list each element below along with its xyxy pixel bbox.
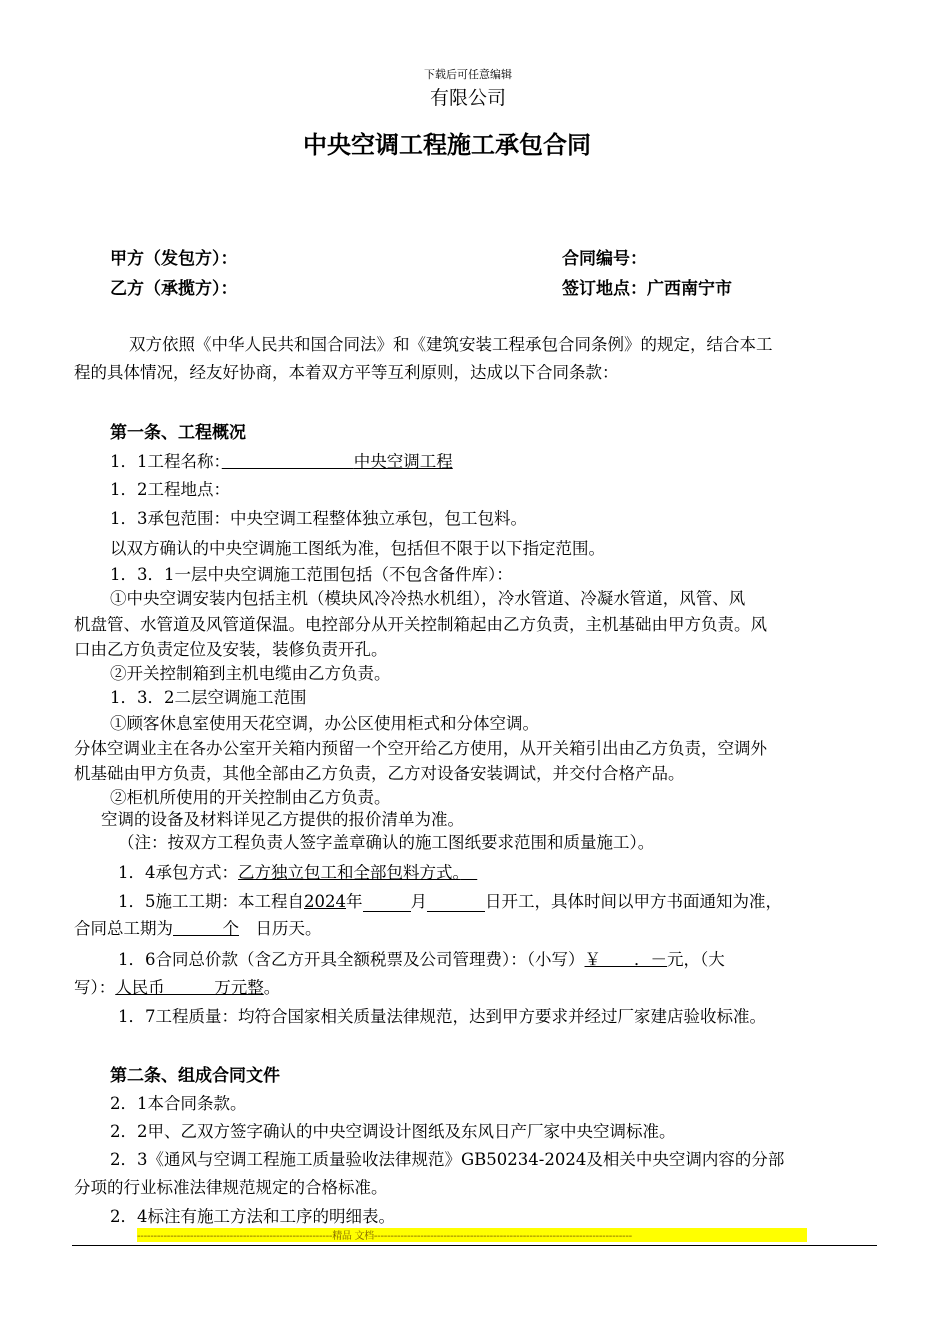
floor2-item-1-line-3: 机基础由甲方负责，其他全部由乙方负责，乙方对设备安装调试，并交付合格产品。 bbox=[74, 764, 685, 783]
party-b-label: 乙方（承揽方）： bbox=[110, 279, 238, 299]
item-1-5-duration: 合同总工期为 个 日历天。 bbox=[74, 919, 322, 938]
item-1-7: 1．7工程质量：均符合国家相关质量法律规范，达到甲方要求并经过厂家建店验收标准。 bbox=[118, 1007, 766, 1026]
section-2-heading: 第二条、组成合同文件 bbox=[110, 1066, 280, 1086]
contract-method-field: 乙方独立包工和全部包料方式。 bbox=[238, 863, 461, 882]
item-2-4: 2．4标注有施工方法和工序的明细表。 bbox=[110, 1207, 395, 1226]
intro-line-1: 双方依照《中华人民共和国合同法》和《建筑安装工程承包合同条例》的规定，结合本工 bbox=[129, 335, 773, 354]
item-1-3: 1．3承包范围：中央空调工程整体独立承包，包工包料。 bbox=[110, 509, 527, 528]
total-duration-field: 个 bbox=[222, 919, 239, 938]
item-1-2: 1．2工程地点： bbox=[110, 480, 230, 499]
scope-item-1-line-3: 口由乙方负责定位及安装，装修负责开孔。 bbox=[74, 640, 388, 659]
project-name-field: 中央空调工程 bbox=[353, 452, 453, 471]
item-2-3-line-2: 分项的行业标准法律规范规定的合格标准。 bbox=[74, 1178, 388, 1197]
item-2-2: 2．2甲、乙双方签字确认的中央空调设计图纸及东风日产厂家中央空调标准。 bbox=[110, 1122, 676, 1141]
section-1-heading: 第一条、工程概况 bbox=[110, 423, 246, 443]
document-title: 中央空调工程施工承包合同 bbox=[303, 131, 591, 159]
item-1-1 bbox=[110, 448, 453, 472]
item-1-3-1: 1．3．1一层中央空调施工范围包括（不包含备件库）： bbox=[110, 565, 513, 584]
scope-item-1-line-1: ①中央空调安装内包括主机（模块风冷冷热水机组），冷水管道、冷凝水管道，风管、风 bbox=[110, 589, 746, 608]
item-1-1-label: 1．1工程名称： bbox=[110, 452, 222, 471]
price-small-field: ￥ ．－ bbox=[584, 950, 667, 969]
floor2-item-1-line-2: 分体空调业主在各办公室开关箱内预留一个空开给乙方使用，从开关箱引出由乙方负责，空调外 bbox=[74, 739, 767, 758]
item-1-4 bbox=[118, 859, 477, 883]
scope-item-2: ②开关控制箱到主机电缆由乙方负责。 bbox=[110, 664, 391, 683]
footer-divider bbox=[72, 1245, 877, 1246]
signing-place: 签订地点：广西南宁市 bbox=[562, 279, 732, 299]
start-day-blank bbox=[427, 893, 485, 912]
company-name: 有限公司 bbox=[430, 87, 507, 109]
party-a-label: 甲方（发包方）： bbox=[110, 249, 238, 269]
start-month-blank bbox=[363, 893, 411, 912]
item-1-4-label: 1．4承包方式： bbox=[118, 863, 238, 882]
item-2-3-line-1: 2．3《通风与空调工程施工质量验收法律规范》GB50234-2024及相关中央空调内容的分部 bbox=[110, 1150, 785, 1169]
construction-remark: （注：按双方工程负责人签字盖章确认的施工图纸要求范围和质量施工）。 bbox=[118, 833, 655, 852]
download-note: 下载后可任意编辑 bbox=[424, 68, 512, 81]
start-year-field: 2024 bbox=[304, 892, 346, 911]
floor2-item-2: ②柜机所使用的开关控制由乙方负责。 bbox=[110, 788, 391, 807]
scope-item-1-line-2: 机盘管、水管道及风管道保温。电控部分从开关控制箱起由乙方负责，主机基础由甲方负责。风 bbox=[74, 615, 767, 634]
scope-basis: 以双方确认的中央空调施工图纸为准，包括但不限于以下指定范围。 bbox=[110, 539, 605, 558]
footer-watermark: -----------------------------------------------------------精品 文档------------------------------------------------------------------------------ bbox=[137, 1231, 632, 1242]
intro-line-2: 程的具体情况，经友好协商，本着双方平等互利原则，达成以下合同条款： bbox=[74, 363, 619, 382]
item-1-6: 1．6合同总价款（含乙方开具全额税票及公司管理费）：（小写）￥ ．－元，（大 bbox=[118, 950, 725, 969]
floor2-item-1: ①顾客休息室使用天花空调，办公区使用柜式和分体空调。 bbox=[110, 714, 539, 733]
item-1-3-2: 1．3．2二层空调施工范围 bbox=[110, 688, 307, 707]
item-2-1: 2．1本合同条款。 bbox=[110, 1094, 247, 1113]
price-big-field: 人民币 万元整 bbox=[115, 978, 264, 997]
contract-number-label: 合同编号： bbox=[562, 249, 647, 269]
equipment-note: 空调的设备及材料详见乙方提供的报价清单为准。 bbox=[101, 810, 464, 829]
item-1-5: 1．5施工工期：本工程自2024年 月 日开工，具体时间以甲方书面通知为准， bbox=[118, 892, 782, 911]
item-1-6-big: 写）：人民币 万元整。 bbox=[74, 978, 281, 997]
